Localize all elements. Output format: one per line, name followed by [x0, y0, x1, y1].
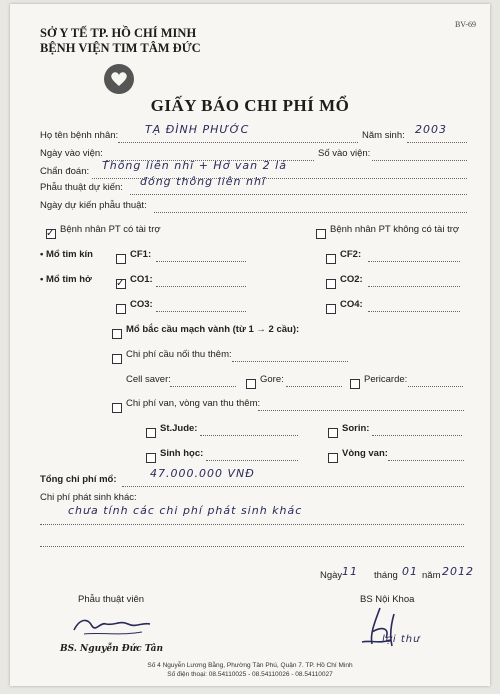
gore-line[interactable] — [286, 376, 342, 387]
bypass-label: Mổ bắc cầu mạch vành (từ 1 → 2 cầu): — [126, 324, 300, 335]
sponsored-label: Bệnh nhân PT có tài trợ — [60, 224, 161, 235]
patient-name-value[interactable]: TẠ ĐÌNH PHƯỚC — [145, 123, 250, 136]
pericarde-checkbox[interactable] — [350, 376, 360, 394]
form-code: BV-69 — [454, 20, 476, 29]
cf2-label: CF2: — [340, 249, 362, 260]
not-sponsored-label: Bệnh nhân PT không có tài trợ — [330, 224, 460, 235]
co3-line[interactable] — [156, 301, 246, 312]
bio-label: Sinh học: — [160, 448, 204, 459]
year-label: năm — [422, 570, 441, 581]
total-value[interactable]: 47.000.000 VNĐ — [150, 467, 255, 480]
st-jude-checkbox[interactable] — [146, 425, 156, 443]
extra-bypass-checkbox[interactable] — [112, 351, 122, 369]
other-cost-value[interactable]: chưa tính các chi phí phát sinh khác — [68, 504, 303, 517]
co1-label: CO1: — [130, 274, 153, 285]
open-heart-label: • Mổ tim hở — [40, 274, 92, 285]
surgeon-signature-icon — [70, 612, 154, 638]
extra-bypass-label: Chi phí cầu nối thu thêm: — [126, 349, 232, 360]
year-value[interactable]: 2012 — [442, 565, 474, 578]
cf1-line[interactable] — [156, 251, 246, 262]
co1-checkbox[interactable] — [116, 276, 126, 294]
valve-label: Chi phí van, vòng van thu thêm: — [126, 398, 261, 409]
surgeon-name: BS. Nguyễn Đức Tân — [60, 644, 163, 654]
co2-checkbox[interactable] — [326, 276, 336, 294]
planned-surgery-value[interactable]: đóng thông liên nhĩ — [140, 175, 266, 188]
pericarde-line[interactable] — [408, 376, 463, 387]
diagnosis-label: Chẩn đoán: — [40, 166, 90, 177]
surgeon-label: Phẫu thuật viên — [78, 594, 145, 605]
bio-checkbox[interactable] — [146, 450, 156, 468]
footer-phone: Số điện thoại: 08.54110025 - 08.54110026 - 08.54110027 — [167, 671, 333, 678]
admission-date-label: Ngày vào viện: — [40, 148, 103, 159]
co4-label: CO4: — [340, 299, 363, 310]
heart-logo-icon — [104, 64, 134, 94]
bio-line[interactable] — [206, 450, 298, 461]
co3-checkbox[interactable] — [116, 301, 126, 319]
org-line1: SỞ Y TẾ TP. HỒ CHÍ MINH — [40, 26, 197, 40]
gore-checkbox[interactable] — [246, 376, 256, 394]
st-jude-line[interactable] — [200, 425, 298, 436]
gore-label: Gore: — [260, 374, 284, 385]
diagnosis-value[interactable]: Thông liên nhĩ + Hở van 2 lá — [102, 159, 287, 172]
cell-saver-label: Cell saver: — [126, 374, 171, 385]
sponsored-checkbox[interactable] — [46, 226, 56, 244]
closed-heart-label: • Mổ tim kín — [40, 249, 93, 260]
cf2-line[interactable] — [368, 251, 460, 262]
not-sponsored-checkbox[interactable] — [316, 226, 326, 244]
ring-line[interactable] — [388, 450, 464, 461]
other-cost-label: Chi phí phát sinh khác: — [40, 492, 137, 503]
sorin-label: Sorin: — [342, 423, 370, 434]
day-value[interactable]: 11 — [342, 565, 358, 578]
birth-year-label: Năm sinh: — [362, 130, 405, 141]
form-title: GIẤY BÁO CHI PHÍ MỔ — [150, 96, 350, 115]
valve-line[interactable] — [258, 400, 464, 411]
planned-date-label: Ngày dự kiến phẫu thuật: — [40, 200, 147, 211]
month-label: tháng — [374, 570, 398, 581]
admission-no-line[interactable] — [372, 150, 467, 161]
co2-label: CO2: — [340, 274, 363, 285]
co4-line[interactable] — [368, 301, 460, 312]
co4-checkbox[interactable] — [326, 301, 336, 319]
org-line2: BỆNH VIỆN TIM TÂM ĐỨC — [40, 41, 201, 55]
co1-line[interactable] — [156, 276, 246, 287]
pericarde-label: Pericarde: — [364, 374, 408, 385]
day-label: Ngày — [320, 570, 343, 581]
planned-surgery-label: Phẫu thuật dự kiến: — [40, 182, 123, 193]
co3-label: CO3: — [130, 299, 153, 310]
bypass-checkbox[interactable] — [112, 326, 122, 344]
sorin-line[interactable] — [372, 425, 462, 436]
internist-label: BS Nội Khoa — [360, 594, 415, 605]
cell-saver-line[interactable] — [170, 376, 236, 387]
ring-label: Vòng van: — [342, 448, 388, 459]
birth-year-value[interactable]: 2003 — [415, 123, 447, 136]
valve-checkbox[interactable] — [112, 400, 122, 418]
cf2-checkbox[interactable] — [326, 251, 336, 269]
total-label: Tổng chi phí mổ: — [40, 474, 117, 485]
extra-bypass-line[interactable] — [232, 351, 348, 362]
cf1-label: CF1: — [130, 249, 152, 260]
month-value[interactable]: 01 — [402, 565, 418, 578]
co2-line[interactable] — [368, 276, 460, 287]
patient-name-label: Họ tên bệnh nhân: — [40, 130, 119, 141]
form-page — [10, 4, 490, 686]
footer-address: Số 4 Nguyễn Lương Bằng, Phường Tân Phú, Quận 7. TP. Hồ Chí Minh — [147, 662, 353, 669]
planned-date-line[interactable] — [154, 202, 467, 213]
internist-signature-text: lợi thư — [382, 634, 421, 645]
cf1-checkbox[interactable] — [116, 251, 126, 269]
other-cost-line2[interactable] — [40, 536, 464, 547]
sorin-checkbox[interactable] — [328, 425, 338, 443]
st-jude-label: St.Jude: — [160, 423, 198, 434]
ring-checkbox[interactable] — [328, 450, 338, 468]
admission-no-label: Số vào viện: — [318, 148, 371, 159]
